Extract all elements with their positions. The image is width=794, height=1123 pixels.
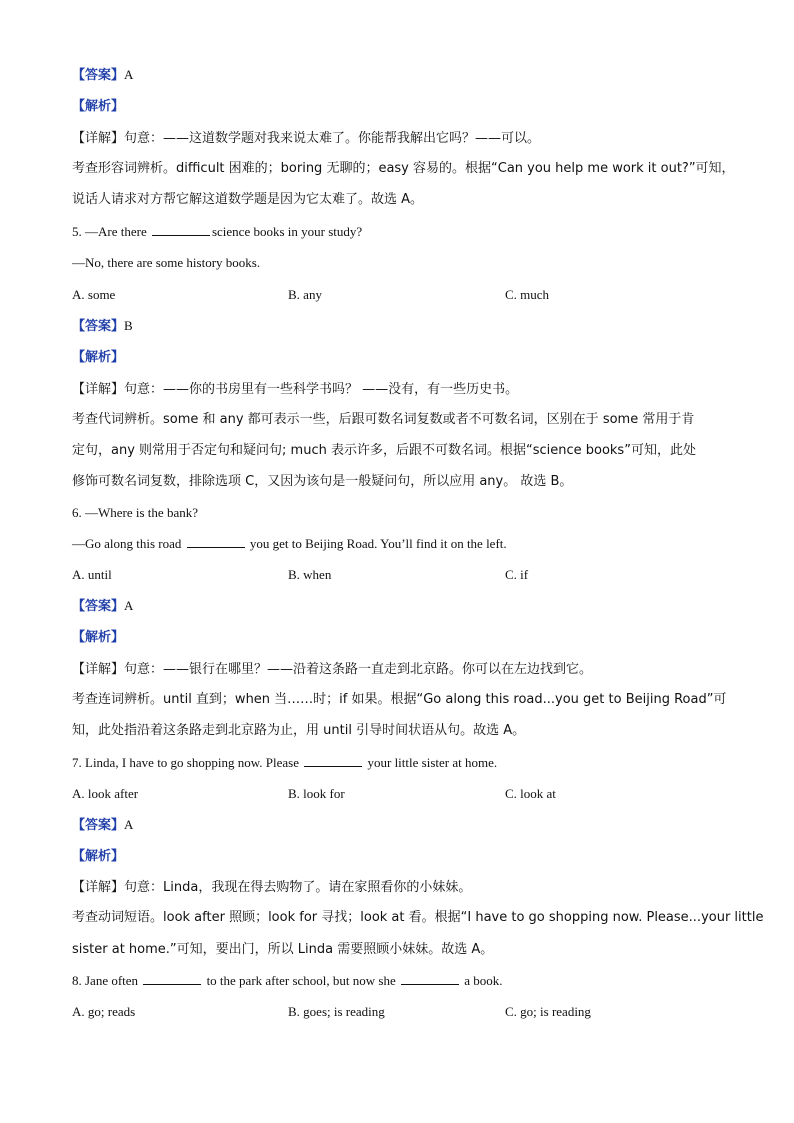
q5-stem-post: science books in your study?: [211, 224, 363, 239]
q6-detail-line: [72, 660, 734, 679]
detail-line: [72, 129, 734, 148]
q7-option-c: C. look at: [505, 786, 556, 801]
answer-value: B: [124, 318, 133, 333]
answer-value: A: [124, 817, 134, 832]
explanation-line: 修饰可数名词复数，排除选项 C，又因为该句是一般疑问句，所以应用 any。 故选 B。: [72, 474, 573, 489]
q6-line2-post: you get to Beijing Road. You’ll find it on the left.: [246, 536, 507, 551]
q7-option-b: B. look for: [288, 786, 345, 801]
q7-option-a: A. look after: [72, 786, 139, 801]
q5-answer-line: [72, 317, 734, 336]
answer-line: [72, 66, 734, 85]
detail-tag: 【详解】: [72, 880, 125, 895]
explanation-line: sister at home.”可知，要出门，所以 Linda 需要照顾小妹妹。故选 A。: [72, 942, 494, 957]
answer-blank: [152, 223, 210, 236]
question-8-stem: [72, 972, 734, 990]
question-5-line2: —No, there are some history books.: [72, 255, 261, 270]
answer-tag: 【答案】: [72, 599, 125, 614]
q8-option-c: C. go; is reading: [505, 1004, 591, 1019]
q6-option-c: C. if: [505, 567, 529, 582]
q7-stem-pre: 7. Linda, I have to go shopping now. Please: [72, 755, 303, 770]
question-5-stem: [72, 223, 734, 241]
explanation-line: 考查形容词辨析。difficult 困难的；boring 无聊的；easy 容易的。根据“Can you help me work it out?”可知，: [72, 161, 735, 176]
analysis-tag: 【解析】: [72, 849, 125, 864]
q6-option-a: A. until: [72, 567, 112, 582]
detail-tag: 【详解】: [72, 131, 125, 146]
q5-stem-pre: 5. —Are there: [72, 224, 150, 239]
q8-stem-pre: 8. Jane often: [72, 973, 142, 988]
detail-text: 句意：——你的书房里有一些科学书吗？ ——没有，有一些历史书。: [124, 382, 519, 397]
analysis-tag: 【解析】: [72, 630, 125, 645]
q5-option-a: A. some: [72, 287, 116, 302]
q5-analysis-line: [72, 348, 734, 367]
explanation-line: 知，此处指沿着这条路走到北京路为止，用 until 引导时间状语从句。故选 A。: [72, 723, 526, 738]
question-6-stem: 6. —Where is the bank?: [72, 505, 198, 520]
analysis-tag: 【解析】: [72, 350, 125, 365]
q7-detail-line: [72, 878, 734, 897]
detail-text: 句意：——银行在哪里？——沿着这条路一直走到北京路。你可以在左边找到它。: [124, 662, 593, 677]
explanation-line: 说话人请求对方帮它解这道数学题是因为它太难了。故选 A。: [72, 192, 424, 207]
explanation-line: 考查连词辨析。until 直到；when 当……时；if 如果。根据“Go along this road...you get to Beijing Road”可: [72, 692, 727, 707]
detail-tag: 【详解】: [72, 662, 125, 677]
q6-analysis-line: [72, 628, 734, 647]
q5-option-c: C. much: [505, 287, 550, 302]
detail-tag: 【详解】: [72, 382, 125, 397]
analysis-line: [72, 97, 734, 116]
q8-stem-post: a book.: [461, 973, 503, 988]
q7-answer-line: [72, 816, 734, 835]
explanation-line: 定句，any 则常用于否定句和疑问句; much 表示许多，后跟不可数名词。根据“science books”可知，此处: [72, 443, 696, 458]
analysis-tag: 【解析】: [72, 99, 125, 114]
answer-tag: 【答案】: [72, 319, 125, 334]
answer-blank: [187, 535, 245, 548]
question-6-line2: [72, 535, 734, 553]
q8-option-a: A. go; reads: [72, 1004, 136, 1019]
q8-stem-mid: to the park after school, but now she: [203, 973, 399, 988]
q8-option-b: B. goes; is reading: [288, 1004, 385, 1019]
answer-value: A: [124, 67, 134, 82]
answer-tag: 【答案】: [72, 818, 125, 833]
q5-option-b: B. any: [288, 287, 322, 302]
q6-line2-pre: —Go along this road: [72, 536, 185, 551]
q7-analysis-line: [72, 847, 734, 866]
explanation-line: 考查代词辨析。some 和 any 都可表示一些，后跟可数名词复数或者不可数名词，区别在于 some 常用于肯: [72, 412, 695, 427]
answer-blank: [143, 972, 201, 985]
detail-text: 句意：——这道数学题对我来说太难了。你能帮我解出它吗？——可以。: [124, 131, 541, 146]
q6-answer-line: [72, 597, 734, 616]
answer-blank: [304, 754, 362, 767]
question-7-stem: [72, 754, 734, 772]
answer-value: A: [124, 598, 134, 613]
answer-blank: [401, 972, 459, 985]
detail-text: 句意：Linda，我现在得去购物了。请在家照看你的小妹妹。: [124, 880, 472, 895]
explanation-line: 考查动词短语。look after 照顾；look for 寻找；look at 看。根据“I have to go shopping now. Please...your little: [72, 910, 764, 925]
q6-option-b: B. when: [288, 567, 332, 582]
q7-stem-post: your little sister at home.: [364, 755, 498, 770]
answer-tag: 【答案】: [72, 68, 125, 83]
q5-detail-line: [72, 380, 734, 399]
